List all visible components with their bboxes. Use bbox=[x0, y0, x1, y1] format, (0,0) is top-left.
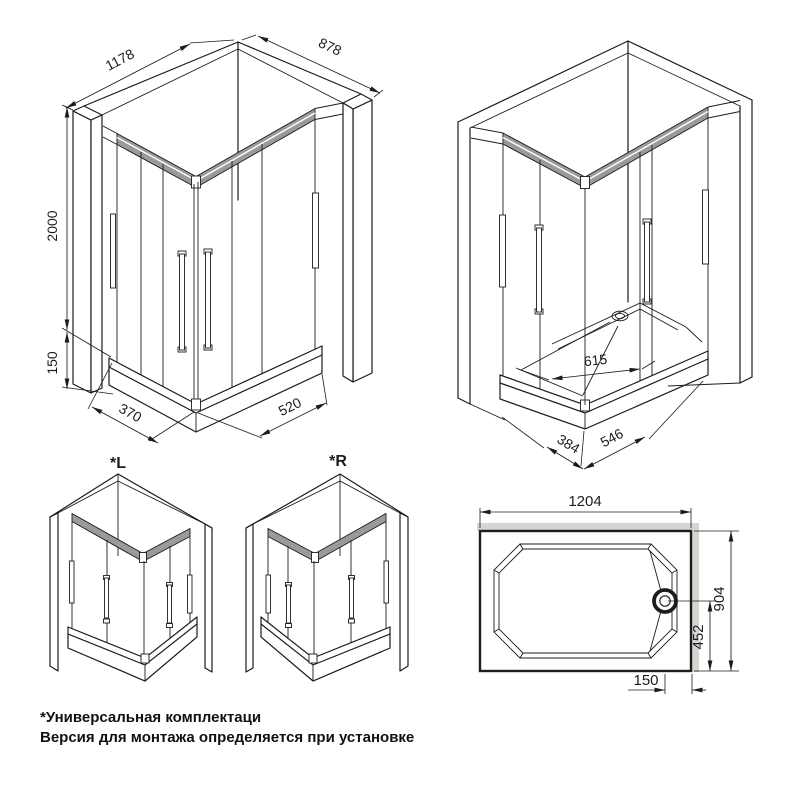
wall-profile-right bbox=[313, 193, 319, 268]
variant-right-label: *R bbox=[329, 453, 347, 470]
dimension-drain-from-right bbox=[628, 672, 706, 694]
dim-drain-from-right-label: 150 bbox=[633, 672, 659, 689]
tray-plan-drawing bbox=[477, 493, 739, 694]
dimension-top-width bbox=[64, 40, 234, 110]
wall-band-top bbox=[477, 523, 699, 531]
dim-top-width-label: 1178 bbox=[102, 45, 137, 74]
dim-tray-depth-label: 370 bbox=[116, 400, 145, 426]
variant-right-drawing bbox=[246, 474, 408, 681]
iso-interior-drawing bbox=[458, 41, 752, 469]
tray-floor-interior bbox=[516, 303, 702, 396]
dim-plan-width-label: 904 bbox=[711, 586, 728, 612]
wall-profile-left-2 bbox=[500, 215, 506, 287]
dim-inner-tray-width-label: 546 bbox=[597, 425, 626, 451]
dim-top-depth-label: 878 bbox=[316, 34, 345, 59]
glass-panels bbox=[117, 119, 315, 402]
door-handles bbox=[111, 193, 319, 352]
tray-rim-inner bbox=[499, 549, 672, 653]
dim-opening-width-label: 615 bbox=[583, 350, 608, 370]
tray-rim-outer bbox=[494, 544, 677, 658]
dim-inner-tray-depth-label: 384 bbox=[554, 430, 583, 457]
dimension-inner-tray-width bbox=[584, 381, 703, 469]
door-handles-interior bbox=[500, 190, 709, 314]
dim-tray-height-label: 150 bbox=[44, 351, 60, 375]
footnote bbox=[40, 709, 414, 746]
wall-profile-left bbox=[111, 214, 116, 288]
wall-profile-right-2 bbox=[703, 190, 709, 264]
dim-height-label: 2000 bbox=[44, 210, 60, 242]
dim-tray-width-label: 520 bbox=[275, 394, 304, 419]
footnote-line1: *Универсальная комплектаци bbox=[40, 709, 262, 726]
dimension-opening-width bbox=[518, 351, 655, 380]
dim-plan-length-label: 1204 bbox=[568, 493, 602, 510]
variant-left-label: *L bbox=[110, 455, 126, 472]
dimension-plan-length bbox=[480, 493, 691, 528]
iso-exterior-drawing bbox=[44, 34, 383, 443]
top-rails-interior bbox=[471, 101, 740, 189]
dim-drain-from-bottom-label: 452 bbox=[690, 624, 707, 650]
variant-left-drawing bbox=[50, 474, 212, 681]
dimension-tray-width bbox=[198, 374, 327, 438]
footnote-line2: Версия для монтажа определяется при установке bbox=[40, 729, 415, 746]
ceiling-edges bbox=[84, 42, 361, 200]
top-rails bbox=[103, 103, 343, 188]
